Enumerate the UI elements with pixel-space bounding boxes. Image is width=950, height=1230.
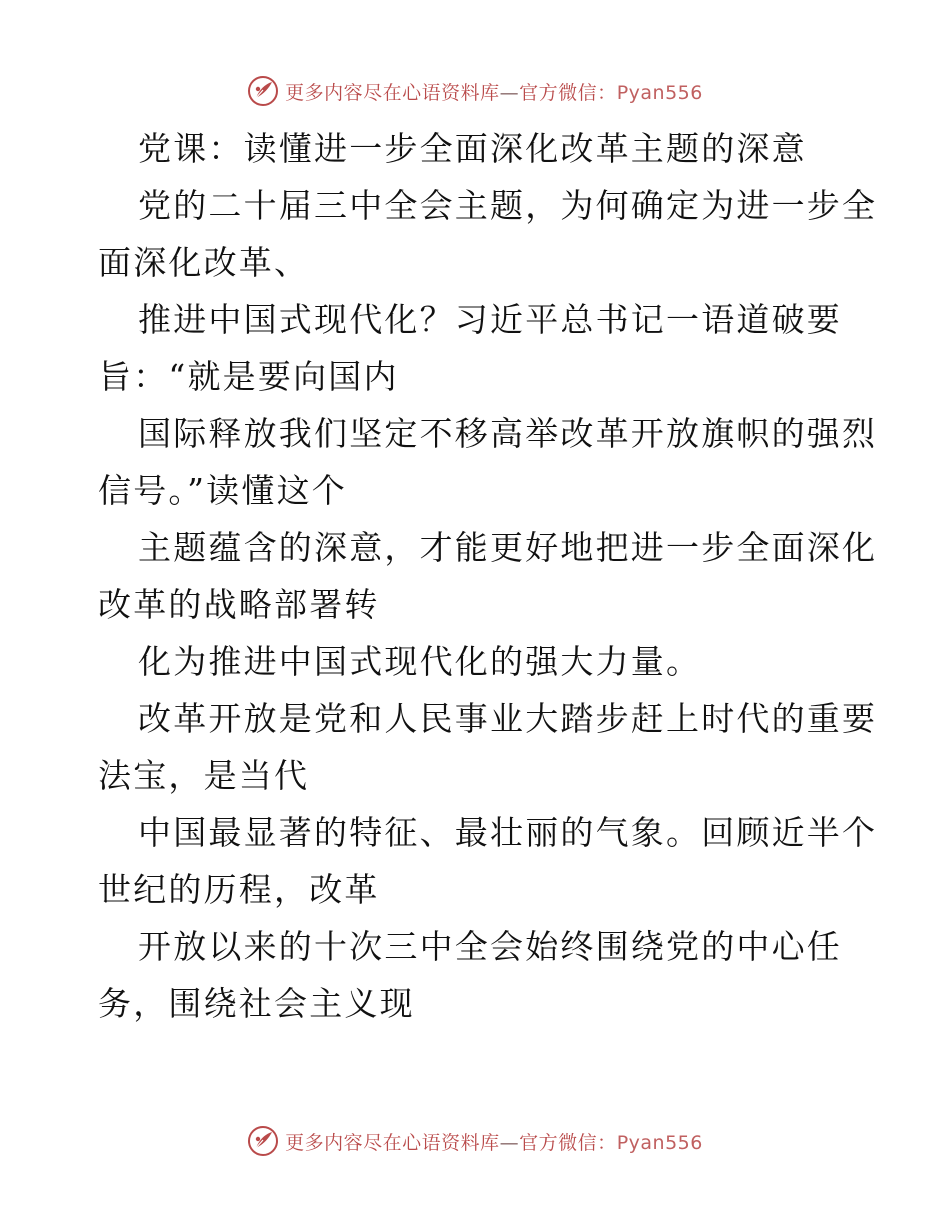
document-body [98, 120, 878, 1032]
banner-site-text: 更多内容尽在心语资料库 [285, 81, 500, 104]
document-title: 党课：读懂进一步全面深化改革主题的深意 [138, 129, 807, 168]
text-line: 中国最显著的特征、最壮丽的气象。回顾近半个 [138, 813, 878, 852]
banner-contact-handle: Pyan556 [616, 81, 703, 104]
text-line: 国际释放我们坚定不移高举改革开放旗帜的强烈 [138, 414, 878, 453]
banner-separator: — [499, 1131, 520, 1154]
text-line: 信号。”读懂这个 [98, 471, 347, 510]
text-line: 改革的战略部署转 [98, 585, 380, 624]
text-line: 旨：“就是要向国内 [98, 357, 399, 396]
feather-pen-logo-icon [247, 1125, 279, 1157]
banner-text [285, 78, 703, 105]
text-line: 世纪的历程，改革 [98, 870, 380, 909]
banner-site-text: 更多内容尽在心语资料库 [285, 1131, 500, 1154]
footer-banner [0, 1121, 950, 1161]
text-line: 法宝，是当代 [98, 756, 310, 795]
text-line: 化为推进中国式现代化的强大力量。 [138, 642, 702, 681]
text-line: 推进中国式现代化？习近平总书记一语道破要 [138, 300, 842, 339]
text-line: 党的二十届三中全会主题，为何确定为进一步全 [138, 186, 878, 225]
text-line: 面深化改革、 [98, 243, 310, 282]
text-line: 务，围绕社会主义现 [98, 984, 415, 1023]
text-line: 主题蕴含的深意，才能更好地把进一步全面深化 [138, 528, 878, 567]
text-line: 改革开放是党和人民事业大踏步赶上时代的重要 [138, 699, 878, 738]
banner-text [285, 1128, 703, 1155]
banner-separator: — [499, 81, 520, 104]
banner-contact-handle: Pyan556 [616, 1131, 703, 1154]
feather-pen-logo-icon [247, 75, 279, 107]
header-banner [0, 71, 950, 111]
banner-contact-label: 官方微信： [519, 81, 617, 104]
banner-contact-label: 官方微信： [519, 1131, 617, 1154]
text-line: 开放以来的十次三中全会始终围绕党的中心任 [138, 927, 842, 966]
